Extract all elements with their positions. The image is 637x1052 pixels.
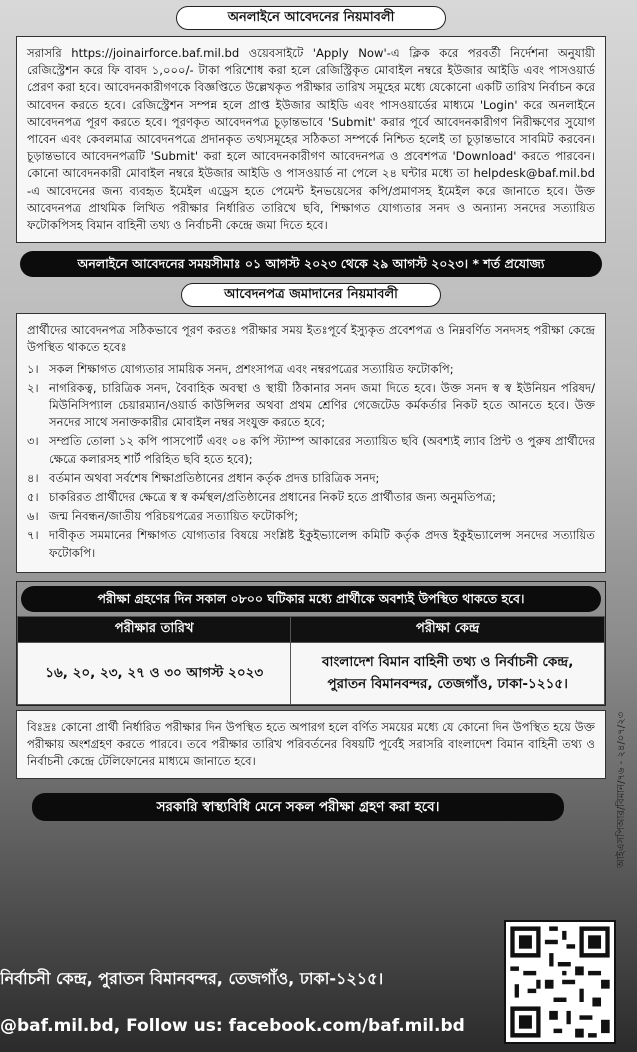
health-rule-banner: সরকারি স্বাস্থ্যবিধি মেনে সকল পরীক্ষা গ্রহণ করা হবে।	[32, 793, 564, 821]
list-number: ১।	[27, 361, 39, 376]
exam-section	[16, 581, 606, 706]
exam-center-header: পরীক্ষা কেন্দ্র	[291, 616, 605, 642]
list-text: বর্তমান অথবা সর্বশেষ শিক্ষাপ্রতিষ্ঠানের প্রধান কর্তৃক প্রদত্ত চারিত্রিক সনদ;	[49, 470, 380, 485]
list-item	[27, 380, 595, 432]
footer-contact[interactable]: @baf.mil.bd, Follow us: facebook.com/baf.mil.bd	[0, 1016, 465, 1036]
deadline-banner: অনলাইনে আবেদনের সময়সীমাঃ ০১ আগস্ট ২০২৩ থেকে ২৯ আগস্ট ২০২৩। * শর্ত প্রযোজ্য	[20, 251, 602, 277]
list-item	[27, 527, 595, 561]
list-text: দাবীকৃত সমমানের শিক্ষাগত যোগ্যতার বিষয়ে সংশ্লিষ্ট ইকুইভ্যালেন্স কমিটি কর্তৃক প্রদত্ত ইকুইভ্যালেন্স সনদের সত্যায়িত ফটোকপি।	[49, 528, 595, 560]
submission-rules-heading: আবেদনপত্র জমাদানের নিয়মাবলী	[181, 283, 441, 307]
exam-table	[17, 616, 605, 705]
footer-address: নির্বাচনী কেন্দ্র, পুরাতন বিমানবন্দর, তেজগাঁও, ঢাকা-১২১৫।	[0, 969, 384, 988]
list-item	[27, 508, 595, 525]
list-text: চাকরিরত প্রার্থীদের ক্ষেত্রে স্ব স্ব কর্মস্থল/প্রতিষ্ঠানের প্রধানের নিকট হতে প্রার্থীতার জন্য অনুমতিপত্র;	[49, 490, 496, 505]
list-number: ৫।	[27, 490, 39, 505]
table-row	[18, 642, 605, 704]
online-rules-heading: অনলাইনে আবেদনের নিয়মাবলী	[176, 6, 446, 30]
exam-center-cell	[291, 642, 605, 704]
exam-dates-cell: ১৬, ২০, ২৩, ২৭ ও ৩০ আগস্ট ২০২৩	[18, 642, 291, 704]
list-item	[27, 470, 595, 487]
exam-center-line1: বাংলাদেশ বিমান বাহিনী তথ্য ও নির্বাচনী কেন্দ্র,	[322, 654, 574, 671]
list-number: ২।	[27, 380, 39, 395]
list-text: জন্ম নিবন্ধন/জাতীয় পরিচয়পত্রের সত্যায়িত ফটোকপি;	[49, 509, 299, 524]
exam-time-banner: পরীক্ষা গ্রহণের দিন সকাল ০৮০০ ঘটিকার মধ্যে প্রার্থীকে অবশ্যই উপস্থিত থাকতে হবে।	[21, 586, 601, 612]
exam-note: বিঃদ্রঃ কোনো প্রার্থী নির্ধারিত পরীক্ষার দিন উপস্থিত হতে অপারগ হলে বর্ণিত সময়ের মধ্যে যে কোনো দিন উপস্থিত হয়ে উক্ত পরীক্ষায় অংশগ্রহণ করতে পারবে। তবে পরীক্ষার তারিখ পরিবর্তনের বিষয়টি পূর্বেই সরাসরি বাংলাদেশ বিমান বাহিনী তথ্য ও নির্বাচনী কেন্দ্রে টেলিফোনের মাধ্যমে জানাতে হবে।	[16, 710, 606, 780]
issue-reference: আইএসপিআর/বিমান/৭৬ - ২৪/০৭/২৩	[616, 711, 627, 869]
list-number: ৬।	[27, 509, 39, 524]
submission-intro: প্রার্থীদের আবেদনপত্র সঠিকভাবে পূরণ করতঃ পরীক্ষার সময় ইতঃপূর্বে ইস্যুকৃত প্রবেশপত্র ও নিম্নবর্ণিত সনদসহ পরীক্ষা কেন্দ্রে উপস্থিত থাকতে হবেঃ	[27, 323, 595, 355]
document-list	[27, 361, 595, 562]
table-header-row	[18, 616, 605, 642]
list-text: সকল শিক্ষাগত যোগ্যতার সাময়িক সনদ, প্রশংসাপত্র এবং নম্বরপত্রের সত্যায়িত ফটোকপি;	[49, 361, 454, 376]
list-item	[27, 361, 595, 378]
list-item	[27, 433, 595, 467]
list-number: ৪।	[27, 470, 39, 485]
online-rules-body: সরাসরি https://joinairforce.baf.mil.bd ওয়েবসাইটে 'Apply Now'-এ ক্লিক করে পরবর্তী নির্দেশনা অনুযায়ী রেজিস্ট্রেশন করে ফি বাবদ ১,০০০/- টাকা পরিশোধ করা হলে রেজিস্ট্রিকৃত মোবাইল নম্বরে ইউজার আইডি এবং পাসওয়ার্ড প্রেরণ করা হবে। আবেদনকারীগণকে বিজ্ঞপ্তিতে উল্লেখকৃত পরীক্ষার তারিখ সমূহের মধ্যে যেকোনো একটি তারিখ নির্বাচন করে আবেদন করতে হবে। রেজিস্ট্রেশন সম্পন্ন হলে প্রাপ্ত ইউজার আইডি এবং পাসওয়ার্ডের মাধ্যমে 'Login' করে অনলাইনে আবেদনপত্র পূরণ করতে হবে। পূরণকৃত আবেদনপত্র চূড়ান্তভাবে 'Submit' করার পূর্বে আবেদনকারীগণ নিরীক্ষণের সুযোগ পাবেন এবং কেবলমাত্র আবেদনপত্রে প্রদানকৃত তথ্যসমূহের সঠিকতা সম্পর্কে নিশ্চিত হলেই তা চূড়ান্তভাবে সাবমিট করবেন। চূড়ান্তভাবে আবেদনপত্রটি 'Submit' করা হলে আবেদনকারীগণ আবেদনপত্র ও প্রবেশপত্র 'Download' করতে পারবেন। কোনো আবেদনকারী মোবাইল নম্বরে ইউজার আইডি ও পাসওয়ার্ড না পেলে ২৪ ঘন্টার মধ্যে তা helpdesk@baf.mil.bd -এ আবেদনের জন্য ব্যবহৃত ইমেইল এড্রেস হতে পেমেন্ট ইনভয়েসের কপি/প্রমাণসহ ইমেইল করে জানাতে হবে। উক্ত আবেদনপত্র প্রাথমিক লিখিত পরীক্ষার নির্ধারিত তারিখে ছবি, শিক্ষাগত যোগ্যতার সনদ ও অন্যান্য সনদের সত্যায়িত ফটোকপিসহ বিমান বাহিনী তথ্য ও নির্বাচনী কেন্দ্রে জমা দিতে হবে।	[16, 36, 606, 243]
exam-center-line2: পুরাতন বিমানবন্দর, তেজগাঁও, ঢাকা-১২১৫।	[327, 676, 568, 693]
submission-rules-box	[16, 313, 606, 573]
qr-code	[504, 920, 616, 1044]
list-number: ৩।	[27, 434, 39, 449]
list-text: নাগরিকত্ব, চারিত্রিক সনদ, বৈবাহিক অবস্থা ও স্থায়ী ঠিকানার সনদ জমা দিতে হবে। উক্ত সনদ স্ব স্ব ইউনিয়ন পরিষদ/মিউনিসিপ্যাল চেয়ারম্যান/ওয়ার্ড কাউন্সিলর অথবা প্রথম শ্রেণির গেজেটেড কর্মকর্তার নিকট হতে আনতে হবে। উক্ত সনদের সাথে সনাক্তকারীর মোবাইল নম্বর সংযুক্ত করতে হবে;	[49, 380, 595, 430]
notice-frame	[12, 0, 610, 821]
list-item	[27, 489, 595, 506]
list-text: সম্প্রতি তোলা ১২ কপি পাসপোর্ট এবং ০৪ কপি স্ট্যাম্প আকারের সত্যায়িত ছবি (অবশ্যই ল্যাব প্রিন্ট ও পুরুষ প্রার্থীদের ক্ষেত্রে কলারসহ শার্ট পরিহিত ছবি হতে হবে);	[49, 434, 595, 466]
list-number: ৭।	[27, 528, 39, 543]
exam-date-header: পরীক্ষার তারিখ	[18, 616, 291, 642]
